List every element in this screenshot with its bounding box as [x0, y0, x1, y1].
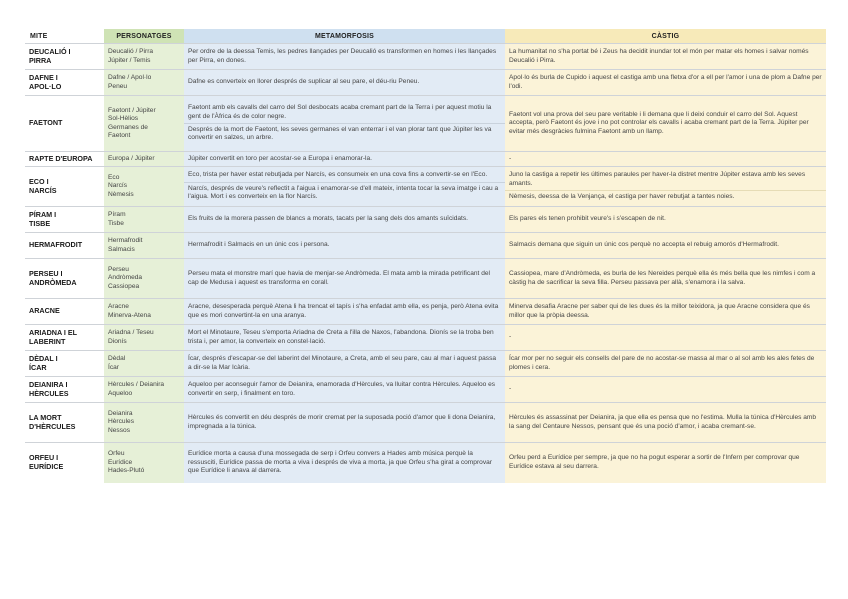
- metamorfosis-text: Eco, trista per haver estat rebutjada per Narcís, es consumeix en una cova fins a convertir-se en l'Eco.: [188, 171, 488, 179]
- castig-cell: [505, 167, 826, 207]
- table-row: [25, 44, 826, 70]
- castig-cell: [505, 152, 826, 167]
- character-name: Cassiopea: [108, 282, 140, 290]
- castig-cell: [505, 96, 826, 152]
- personatges-cell: [104, 44, 184, 70]
- castig-text: Apol·lo és burla de Cupido i aquest el castiga amb una fletxa d'or a ell per l'amor i una de plom a Dafne per l'odi.: [509, 74, 822, 90]
- mite-name-line: DEUCALIÓ I: [29, 46, 71, 56]
- character-name: Hèrcules / Deianira: [108, 381, 165, 389]
- metamorfosis-cell: [184, 70, 505, 96]
- castig-cell: [505, 299, 826, 325]
- mite-cell: [25, 259, 104, 299]
- mite-cell: [25, 325, 104, 351]
- mite-name-line: DAFNE I: [29, 72, 58, 82]
- mite-cell: [25, 152, 104, 167]
- mite-name-line: LA MORT: [29, 412, 62, 422]
- character-name: Nessos: [108, 426, 130, 434]
- metamorfosis-cell: [184, 152, 505, 167]
- mite-cell: [25, 403, 104, 443]
- castig-text: -: [509, 154, 512, 162]
- mite-cell: [25, 207, 104, 233]
- metamorfosis-text: Ícar, després d'escapar-se del laberint del Minotaure, a Creta, amb el seu pare, cau al mar i aquest passa a dir-se la Mar Icària.: [188, 355, 497, 371]
- castig-cell: [505, 207, 826, 233]
- mite-cell: [25, 167, 104, 207]
- metamorfosis-text: Faetont amb els cavalls del carro del Sol desbocats acaba cremant part de la Terra i per aquest motiu la gent de l'Àfrica és de color negre.: [188, 104, 492, 120]
- character-name: Eco: [108, 173, 120, 181]
- castig-text: Hèrcules és assassinat per Deianira, ja que ella es pensa que no l'estima. Mulla la túnica d'Hèrcules amb la sang del Centaure Nessos, pensant que és una poció d'amor, i acaba cremant-se.: [509, 414, 817, 430]
- metamorfosis-text: Hèrcules és convertit en déu després de morir cremat per la suposada poció d'amor que li dona Deianira, impregnada a la túnica.: [188, 414, 496, 430]
- character-name: Ariadna / Teseu: [108, 329, 154, 337]
- mite-name-line: ECO I: [29, 176, 49, 186]
- mite-name-line: ÍCAR: [29, 362, 47, 372]
- metamorfosis-cell: [184, 351, 505, 377]
- character-name: Salmacis: [108, 245, 135, 253]
- character-name: Píram: [108, 211, 126, 219]
- character-name: Narcís: [108, 182, 128, 190]
- table-row: [25, 443, 826, 483]
- table-row: [25, 403, 826, 443]
- character-name: Hades-Plutó: [108, 466, 145, 474]
- table-row: [25, 351, 826, 377]
- myths-table-container: [25, 29, 826, 483]
- castig-text: Nèmesis, deessa de la Venjança, el castiga per haver rebutjat a tantes noies.: [505, 190, 826, 203]
- character-name: Europa / Júpiter: [108, 154, 155, 162]
- mite-name-line: HERMAFRODIT: [29, 240, 83, 250]
- mite-name-line: DEIANIRA I: [29, 379, 68, 389]
- metamorfosis-cell: [184, 167, 505, 207]
- castig-cell: [505, 325, 826, 351]
- metamorfosis-cell: [184, 207, 505, 233]
- metamorfosis-text: Mort el Minotaure, Teseu s'emporta Ariadna de Creta a l'illa de Naxos, l'abandona. Dionís se la troba ben trista i, per amor, la converteix en constel·lació.: [188, 329, 494, 345]
- mite-cell: [25, 96, 104, 152]
- metamorfosis-text: Dafne es converteix en llorer després de suplicar al seu pare, el déu-riu Peneu.: [188, 78, 420, 86]
- table-row: [25, 325, 826, 351]
- castig-text: Faetont vol una prova del seu pare veritable i li demana que li deixi conduir el carro del Sol. Aquest accepta, però Faetont és jove i no pot controlar els cavalls i acaba cremant part de la Terra. Júpiter per evitar més desgràcies fulmina Faetont amb un llamp.: [509, 110, 809, 135]
- personatges-cell: [104, 167, 184, 207]
- mite-name-line: PERSEU I: [29, 268, 63, 278]
- personatges-cell: [104, 70, 184, 96]
- mite-name-line: RAPTE D'EUROPA: [29, 153, 93, 163]
- personatges-cell: [104, 351, 184, 377]
- table-row: [25, 152, 826, 167]
- castig-text: Juno la castiga a repetir les últimes paraules per haver-la distret mentre Júpiter estava amb les seves amants.: [509, 171, 806, 187]
- header-metamorfosis: METAMORFOSIS: [184, 29, 505, 44]
- metamorfosis-text: Júpiter convertit en toro per acostar-se a Europa i enamorar-la.: [188, 154, 372, 162]
- character-name: Deianira: [108, 409, 133, 417]
- castig-cell: [505, 377, 826, 403]
- mite-name-line: APOL·LO: [29, 81, 62, 91]
- metamorfosis-text: Per ordre de la deessa Temis, les pedres llançades per Deucalió es transformen en homes i les llançades per Pirra, en dones.: [188, 48, 497, 64]
- metamorfosis-cell: [184, 403, 505, 443]
- table-row: [25, 299, 826, 325]
- character-name: Aqueloo: [108, 389, 133, 397]
- character-name: Ícar: [108, 363, 119, 371]
- character-name: Aracne: [108, 303, 129, 311]
- metamorfosis-cell: [184, 233, 505, 259]
- table-row: [25, 377, 826, 403]
- personatges-cell: [104, 443, 184, 483]
- mite-name-line: ORFEU I: [29, 453, 59, 463]
- castig-text: Orfeu perd a Eurídice per sempre, ja que no ha pogut esperar a sortir de l'Infern per comprovar que Eurídice estava al seu darrera.: [509, 454, 800, 470]
- castig-text: Ícar mor per no seguir els consells del pare de no acostar-se massa al mar o al sol amb les ales fetes de plomes i cera.: [509, 355, 815, 371]
- mite-name-line: TISBE: [29, 218, 51, 228]
- mite-name-line: PIRRA: [29, 55, 52, 65]
- metamorfosis-text: Narcís, després de veure's reflectit a l'aigua i enamorar-se d'ell mateix, intenta tocar la seva imatge i cau a l'aigua. Mort i es converteix en la flor Narcís.: [184, 182, 505, 204]
- metamorfosis-cell: [184, 377, 505, 403]
- castig-text: Cassiopea, mare d'Andròmeda, es burla de les Nereides perquè ella és més bella que les nimfes i com a càstig ha de sacrificar la seva filla. Perseu passava per allà, s'enamora i la salva.: [509, 270, 816, 286]
- character-name: Perseu: [108, 265, 129, 273]
- metamorfosis-text: Perseu mata el monstre marí que havia de menjar-se Andròmeda. El mata amb la mirada petrificant del cap de Medusa i aquest es transforma en corall.: [188, 270, 490, 286]
- metamorfosis-cell: [184, 96, 505, 152]
- character-name: Faetont / Júpiter: [108, 106, 156, 114]
- personatges-cell: [104, 299, 184, 325]
- character-name: Peneu: [108, 82, 128, 90]
- mite-name-line: EURÍDICE: [29, 461, 64, 471]
- table-row: [25, 96, 826, 152]
- castig-cell: [505, 403, 826, 443]
- castig-text: Minerva desafia Aracne per saber qui de les dues és la millor teixidora, ja que Aracne considera que és millor que la pròpia deessa.: [509, 303, 810, 319]
- mite-name-line: ANDRÒMEDA: [29, 277, 77, 287]
- metamorfosis-text: Aracne, desesperada perquè Atena li ha trencat el tapís i s'ha enfadat amb ella, es penja, però Atena evita que es mori convertint-la en una aranya.: [188, 303, 499, 319]
- character-name: Andròmeda: [108, 274, 143, 282]
- character-name: Minerva-Atena: [108, 311, 151, 319]
- header-castig: CÀSTIG: [505, 29, 826, 44]
- mite-name-line: PÍRAM I: [29, 209, 57, 219]
- character-name: Nèmesis: [108, 190, 134, 198]
- table-row: [25, 233, 826, 259]
- metamorfosis-text: Eurídice morta a causa d'una mossegada de serp i Orfeu convers a Hades amb música perquè la ressusciti, Eurídice passa de morta a viva i després de viva a morta, ja que Orfeu s'ha girat a comprovar que Eurídice li anava al darrera.: [188, 450, 492, 474]
- mite-name-line: D'HÈRCULES: [29, 421, 76, 431]
- mite-cell: [25, 351, 104, 377]
- mite-name-line: NARCÍS: [29, 185, 57, 195]
- metamorfosis-cell: [184, 325, 505, 351]
- header-mite: MITE: [25, 29, 104, 44]
- castig-cell: [505, 443, 826, 483]
- metamorfosis-cell: [184, 259, 505, 299]
- mite-cell: [25, 233, 104, 259]
- metamorfosis-text: Hermafrodit i Salmacis en un únic cos i persona.: [188, 241, 330, 249]
- personatges-cell: [104, 325, 184, 351]
- castig-cell: [505, 259, 826, 299]
- header-personatges: PERSONATGES: [104, 29, 184, 44]
- personatges-cell: [104, 259, 184, 299]
- castig-text: -: [509, 385, 512, 393]
- character-name: Dionís: [108, 337, 127, 345]
- mite-cell: [25, 44, 104, 70]
- personatges-cell: [104, 207, 184, 233]
- metamorfosis-text: Aqueloo per aconseguir l'amor de Deianira, enamorada d'Hèrcules, va lluitar contra Hèrcules. Aqueloo es convertir en serp, i finalment en toro.: [188, 381, 496, 397]
- character-name: Júpiter / Temis: [108, 56, 151, 64]
- castig-text: Salmacis demana que siguin un únic cos perquè no accepta el rebuig amorós d'Hermafrodit.: [509, 241, 779, 249]
- character-name: Eurídice: [108, 458, 133, 466]
- character-name: Germanes de: [108, 123, 148, 131]
- character-name: Orfeu: [108, 450, 125, 458]
- character-name: Hermafrodit: [108, 237, 143, 245]
- metamorfosis-text: Els fruits de la morera passen de blancs a morats, tacats per la sang dels dos amants suïcidats.: [188, 215, 469, 223]
- castig-text: La humanitat no s'ha portat bé i Zeus ha decidit inundar tot el món per matar els homes i salvar només Deucalió i Pirra.: [509, 48, 809, 64]
- personatges-cell: [104, 152, 184, 167]
- personatges-cell: [104, 96, 184, 152]
- mite-cell: [25, 377, 104, 403]
- character-name: Hèrcules: [108, 418, 135, 426]
- mite-name-line: ARIADNA I EL: [29, 327, 78, 337]
- personatges-cell: [104, 377, 184, 403]
- table-row: [25, 207, 826, 233]
- mite-name-line: DÈDAL I: [29, 353, 58, 363]
- mite-cell: [25, 70, 104, 96]
- table-body: [25, 44, 826, 483]
- castig-text: Els pares els tenen prohibit veure's i s'escapen de nit.: [509, 215, 666, 223]
- castig-cell: [505, 44, 826, 70]
- mite-name-line: HÈRCULES: [29, 388, 69, 398]
- table-row: [25, 167, 826, 207]
- metamorfosis-cell: [184, 44, 505, 70]
- header-row: [25, 29, 826, 44]
- castig-cell: [505, 233, 826, 259]
- personatges-cell: [104, 233, 184, 259]
- mite-cell: [25, 299, 104, 325]
- metamorfosis-cell: [184, 443, 505, 483]
- metamorfosis-text: Després de la mort de Faetont, les seves germanes el van enterrar i el van plorar tant que Júpiter les va convertir en salzes, un arbre.: [184, 123, 505, 145]
- character-name: Tisbe: [108, 219, 124, 227]
- character-name: Dafne / Apol·lo: [108, 74, 152, 82]
- castig-text: -: [509, 333, 512, 341]
- mite-name-line: LABERINT: [29, 336, 66, 346]
- metamorfosis-cell: [184, 299, 505, 325]
- personatges-cell: [104, 403, 184, 443]
- table-row: [25, 70, 826, 96]
- castig-cell: [505, 351, 826, 377]
- castig-cell: [505, 70, 826, 96]
- character-name: Sol-Hèlios: [108, 115, 139, 123]
- character-name: Dèdal: [108, 355, 126, 363]
- mite-name-line: ARACNE: [29, 306, 60, 316]
- character-name: Faetont: [108, 131, 131, 139]
- mite-name-line: FAETONT: [29, 118, 63, 128]
- mite-cell: [25, 443, 104, 483]
- character-name: Deucalió / Pirra: [108, 48, 154, 56]
- myths-table: [25, 29, 826, 483]
- table-row: [25, 259, 826, 299]
